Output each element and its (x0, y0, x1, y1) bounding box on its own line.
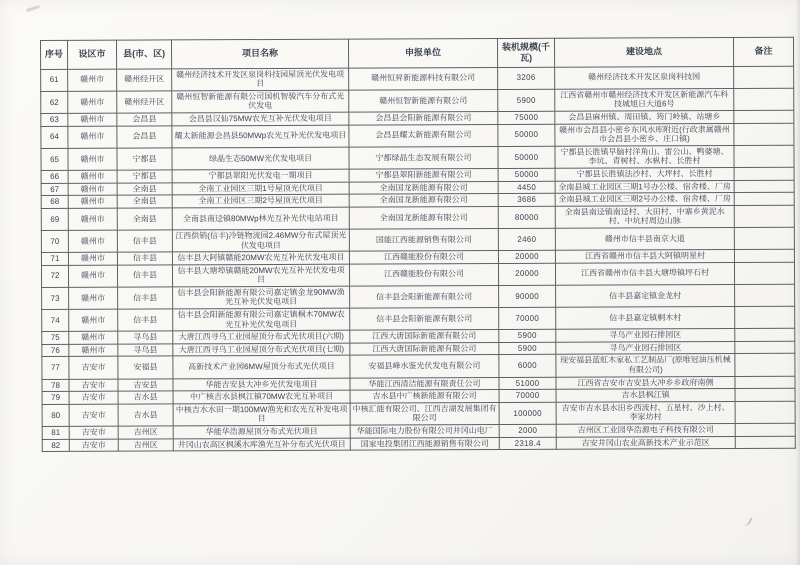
cell-project: 信丰县大塘埠镇赣能20MW农光互补光伏发电项目 (172, 264, 349, 287)
cell-location: 吉安井冈山农业高新技术产业示范区 (556, 436, 735, 449)
cell-city: 吉安市 (69, 391, 118, 404)
cell-project: 宁都县翠阳光伏发电一期项目 (172, 169, 349, 182)
cell-city: 赣州市 (68, 148, 117, 170)
cell-county: 吉州区 (118, 439, 173, 452)
cell-remark (735, 436, 795, 449)
cell-project: 全南工业园区三期1号屋顶光伏项目 (172, 182, 349, 195)
cell-project: 全南县南迳镇80MWp林光互补光伏电站项目 (172, 207, 349, 230)
cell-city: 吉安市 (69, 439, 118, 452)
cell-remark (734, 180, 794, 193)
cell-city: 赣州市 (69, 331, 118, 344)
cell-city: 赣州市 (68, 69, 117, 91)
table-row (41, 66, 794, 91)
cell-location: 宁都县长胜镇法沙村、大坪村、长胜村 (555, 167, 734, 180)
cell-city: 吉安市 (69, 379, 118, 392)
cell-capacity: 5900 (498, 89, 555, 111)
cell-project: 绿晶生态50MW光伏发电项目 (172, 147, 349, 170)
cell-no: 70 (41, 230, 68, 252)
cell-applicant: 吉水县中广核新能源有限公司 (350, 390, 499, 403)
cell-project: 大唐江西寻乌工业园屋顶分布式光伏项目(七期) (173, 343, 350, 356)
cell-county: 安福县 (118, 356, 173, 378)
cell-project: 华能吉安县大冲乡光伏发电项目 (173, 378, 350, 391)
cell-capacity: 4450 (498, 181, 555, 194)
cell-county: 全南县 (117, 182, 172, 195)
cell-no: 76 (42, 344, 69, 357)
cell-remark (735, 341, 795, 354)
cell-county: 信丰县 (118, 287, 173, 309)
cell-no: 65 (41, 148, 68, 170)
cell-remark (734, 167, 794, 180)
table-row (42, 284, 795, 309)
cell-no: 61 (41, 69, 68, 91)
cell-applicant: 安福县峰水鉴光伏发电有限公司 (350, 355, 499, 378)
header-row (41, 37, 794, 69)
cell-project: 信丰县大阿镇赣能20MW农光互补光伏发电项目 (172, 251, 349, 264)
document-sheet (40, 37, 779, 452)
cell-location: 信丰县嘉定镇金龙村 (556, 284, 735, 307)
cell-location: 全南县城工业园区三期2号办公楼、宿舍楼、厂房 (555, 193, 734, 206)
cell-county: 吉水县 (118, 404, 173, 426)
cell-project: 赣州恒智新能源有限公司国机智骏汽车分布式光伏发电 (172, 90, 349, 113)
cell-applicant: 江西赣能股份有限公司 (349, 251, 498, 264)
cell-remark (735, 388, 795, 401)
table-row (41, 205, 794, 230)
table-row (42, 354, 795, 379)
cell-remark (734, 145, 794, 167)
cell-location: 吉水县枫江镇 (556, 389, 735, 402)
cell-location: 赣州市信丰县南京大道 (555, 227, 734, 250)
cell-remark (735, 354, 795, 376)
cell-project: 会昌县汉仙75MW农光互补光伏发电项目 (172, 112, 349, 125)
cell-capacity: 100000 (499, 402, 556, 424)
cell-city: 赣州市 (68, 208, 117, 230)
cell-applicant: 全南国龙新能源有限公司 (349, 194, 498, 207)
cell-county: 赣州经开区 (117, 69, 172, 91)
cell-capacity: 6000 (499, 355, 556, 377)
cell-applicant: 全南国龙新能源有限公司 (349, 181, 498, 194)
cell-location: 信丰县嘉定镇桐木村 (556, 307, 735, 330)
cell-no: 62 (41, 91, 68, 113)
column-header-applicant: 申报单位 (348, 39, 497, 68)
cell-project: 信丰县会阳新能源有限公司嘉定镇桐木70MW农光互补光伏发电项目 (173, 308, 350, 331)
cell-capacity: 75000 (498, 111, 555, 124)
cell-remark (734, 227, 794, 249)
cell-city: 赣州市 (68, 126, 117, 148)
cell-applicant: 国能江西能源销售有限公司 (349, 228, 498, 251)
cell-location: 江西省赣州市信丰县大阿镇明星村 (555, 250, 734, 263)
cell-city: 吉安市 (69, 426, 118, 439)
cell-remark (734, 205, 794, 227)
cell-capacity: 3206 (498, 67, 555, 89)
cell-remark (734, 249, 794, 262)
cell-applicant: 国家电投集团江西能源销售有限公司 (350, 437, 499, 450)
cell-capacity: 70000 (499, 389, 556, 402)
scan-artifact-pen-mark (740, 515, 752, 528)
cell-capacity: 50000 (498, 124, 555, 146)
cell-project: 赣州经济技术开发区泉岗科技园屋顶光伏发电项目 (172, 68, 349, 91)
cell-city: 赣州市 (68, 195, 117, 208)
cell-no: 77 (42, 357, 69, 379)
scan-artifact-mark (26, 5, 40, 12)
cell-applicant: 中核汇能有限公司、江西吉湖发展集团有限公司 (350, 402, 499, 425)
cell-capacity: 2318.4 (499, 437, 556, 450)
cell-city: 赣州市 (68, 265, 117, 287)
cell-project: 高新技术产业园6MW屋顶分布式光伏项目 (173, 356, 350, 379)
cell-remark (734, 88, 794, 110)
cell-no: 75 (42, 332, 69, 345)
cell-applicant: 宁都绿晶生态发展有限公司 (349, 146, 498, 169)
cell-capacity: 70000 (499, 307, 556, 329)
table-row (42, 401, 795, 426)
table-row (41, 227, 794, 252)
cell-no: 67 (41, 183, 68, 196)
cell-project: 井冈山农高区枫溪水库渔光互补分布式光伏项目 (173, 438, 350, 451)
cell-no: 74 (42, 309, 69, 331)
cell-remark (734, 110, 794, 123)
cell-county: 吉水县 (118, 391, 173, 404)
cell-applicant: 会昌县会阳新能源有限公司 (349, 111, 498, 124)
cell-remark (734, 123, 794, 145)
cell-project: 信丰县会阳新能源有限公司嘉定镇金龙90MW渔光互补光伏发电项目 (173, 286, 350, 309)
cell-county: 信丰县 (118, 309, 173, 331)
cell-location: 江西省赣州市赣州经济技术开发区新能源汽车科技城旭日大道6号 (555, 88, 734, 111)
cell-no: 64 (41, 126, 68, 148)
cell-no: 82 (42, 439, 69, 452)
column-header-county: 县(市、区) (117, 40, 172, 69)
cell-no: 72 (41, 265, 68, 287)
cell-location: 吉安市吉水县水田乡西流村、五星村、沙上村、李家坊村 (556, 401, 735, 424)
cell-county: 信丰县 (117, 265, 172, 287)
table-body (41, 66, 796, 452)
cell-city: 赣州市 (69, 309, 118, 331)
cell-project: 大唐江西寻乌工业园屋顶分布式光伏项目(六期) (173, 330, 350, 343)
cell-applicant: 江西大唐国际新能源有限公司 (350, 342, 499, 355)
cell-location: 吉州区工业园华浩源电子科技有限公司 (556, 423, 735, 436)
column-header-project: 项目名称 (172, 39, 349, 68)
cell-city: 赣州市 (68, 183, 117, 196)
cell-capacity: 90000 (499, 285, 556, 307)
cell-project: 江西供销(信丰)冷链物流园2.46MW分布式屋顶光伏发电项目 (172, 229, 349, 252)
cell-remark (734, 192, 794, 205)
column-header-location: 建设地点 (554, 37, 733, 66)
table-row (41, 262, 794, 287)
cell-county: 赣州经开区 (117, 91, 172, 113)
table-row (41, 145, 794, 170)
cell-county: 宁都县 (117, 170, 172, 183)
cell-city: 吉安市 (69, 404, 118, 426)
cell-applicant: 江西赣能股份有限公司 (349, 263, 498, 286)
cell-city: 赣州市 (68, 230, 117, 252)
cell-remark (735, 284, 795, 306)
cell-capacity: 20000 (498, 250, 555, 263)
cell-capacity: 80000 (498, 206, 555, 228)
cell-location: 寻乌产业园石排园区 (556, 329, 735, 342)
cell-no: 78 (42, 379, 69, 392)
cell-capacity: 20000 (498, 263, 555, 285)
cell-location: 会昌县麻州镇、周田镇、筠门岭镇、站塘乡 (555, 110, 734, 123)
project-list-table (40, 37, 796, 452)
cell-location: 江西省赣州市信丰县大塘埠镇坪石村 (555, 262, 734, 285)
column-header-remark: 备注 (733, 37, 793, 66)
cell-city: 赣州市 (68, 170, 117, 183)
cell-city: 赣州市 (69, 287, 118, 309)
cell-county: 会昌县 (117, 113, 172, 126)
cell-applicant: 信丰县会阳新能源有限公司 (350, 308, 499, 331)
cell-no: 68 (41, 196, 68, 209)
cell-location: 赣州市会昌县小密乡东风水库附近(行政隶属赣州市会昌县小密乡、庄口镇) (555, 123, 734, 146)
cell-county: 信丰县 (117, 252, 172, 265)
cell-applicant: 全南国龙新能源有限公司 (349, 206, 498, 229)
cell-project: 中广核吉水县枫江镇70MW农光互补项目 (173, 390, 350, 403)
cell-capacity: 5900 (499, 342, 556, 355)
cell-remark (735, 328, 795, 341)
cell-capacity: 2460 (498, 228, 555, 250)
cell-no: 80 (42, 404, 69, 426)
cell-city: 吉安市 (69, 357, 118, 379)
table-row (41, 88, 794, 113)
cell-location: 宁都县长胜镇早脑村洋角山、雷公山、鸭婆塘、李坑、青树村、水枞村、长胜村 (555, 145, 734, 168)
cell-county: 信丰县 (117, 230, 172, 252)
column-header-capacity: 装机规模(千瓦) (497, 38, 554, 67)
cell-city: 赣州市 (68, 252, 117, 265)
cell-county: 会昌县 (117, 125, 172, 147)
cell-remark (734, 262, 794, 284)
cell-no: 73 (42, 287, 69, 309)
cell-applicant: 赣州恒昇新能源科技有限公司 (349, 67, 498, 90)
cell-remark (735, 401, 795, 423)
cell-capacity: 50000 (498, 168, 555, 181)
cell-project: 耀太新能源会昌县50MWp农光互补光伏发电项目 (172, 125, 349, 148)
cell-capacity: 2000 (499, 424, 556, 437)
cell-no: 66 (41, 170, 68, 183)
cell-location: 现安福县蓝虹木家私工艺制品厂(原唯冠油压机械有限公司) (556, 354, 735, 377)
cell-no: 71 (41, 252, 68, 265)
cell-county: 寻乌县 (118, 344, 173, 357)
cell-county: 宁都县 (117, 148, 172, 170)
cell-remark (735, 423, 795, 436)
cell-city: 赣州市 (68, 91, 117, 113)
cell-no: 79 (42, 392, 69, 405)
cell-no: 63 (41, 113, 68, 126)
cell-remark (735, 376, 795, 389)
page-edge-shadow (796, 0, 800, 565)
cell-city: 赣州市 (69, 344, 118, 357)
table-row (41, 123, 794, 148)
cell-no: 69 (41, 208, 68, 230)
cell-applicant: 信丰县会阳新能源有限公司 (350, 285, 499, 308)
cell-capacity: 51000 (499, 377, 556, 390)
cell-county: 全南县 (117, 195, 172, 208)
cell-applicant: 华能江西清洁能源有限责任公司 (350, 377, 499, 390)
cell-location: 江西省吉安市吉安县大冲乡乡政府南侧 (556, 376, 735, 389)
cell-county: 全南县 (117, 208, 172, 230)
cell-location: 赣州经济技术开发区泉岗科技园 (555, 66, 734, 89)
cell-remark (735, 306, 795, 328)
cell-project: 华能华浩源屋顶分布式光伏项目 (173, 425, 350, 438)
cell-project: 中核吉水水田一期100MW渔光和农光互补发电项目 (173, 403, 350, 426)
cell-applicant: 会昌县耀太新能源有限公司 (349, 124, 498, 147)
cell-applicant: 华能国际电力股份有限公司井冈山电厂 (350, 425, 499, 438)
column-header-city: 设区市 (68, 40, 117, 69)
table-row (42, 436, 795, 452)
cell-applicant: 赣州恒智新能源有限公司 (349, 89, 498, 112)
cell-county: 吉安县 (118, 379, 173, 392)
cell-location: 寻乌产业园石排园区 (556, 341, 735, 354)
cell-county: 寻乌县 (118, 331, 173, 344)
cell-applicant: 江西大唐国际新能源有限公司 (350, 330, 499, 343)
cell-location: 全南县城工业园区三期1号办公楼、宿舍楼、厂房 (555, 180, 734, 193)
table-row (42, 306, 795, 331)
cell-remark (734, 66, 794, 88)
cell-capacity: 50000 (498, 146, 555, 168)
cell-capacity: 3686 (498, 193, 555, 206)
cell-capacity: 5900 (499, 330, 556, 343)
cell-city: 赣州市 (68, 113, 117, 126)
cell-location: 全南县南迳镇南迳村、大田村、中寨乡黄泥水村、中坑村周边山脉 (555, 205, 734, 228)
cell-no: 81 (42, 426, 69, 439)
cell-applicant: 宁都县翠阳新能源有限公司 (349, 168, 498, 181)
column-header-no: 序号 (41, 40, 68, 69)
cell-county: 吉州区 (118, 426, 173, 439)
cell-project: 全南工业园区三期2号屋顶光伏项目 (172, 194, 349, 207)
